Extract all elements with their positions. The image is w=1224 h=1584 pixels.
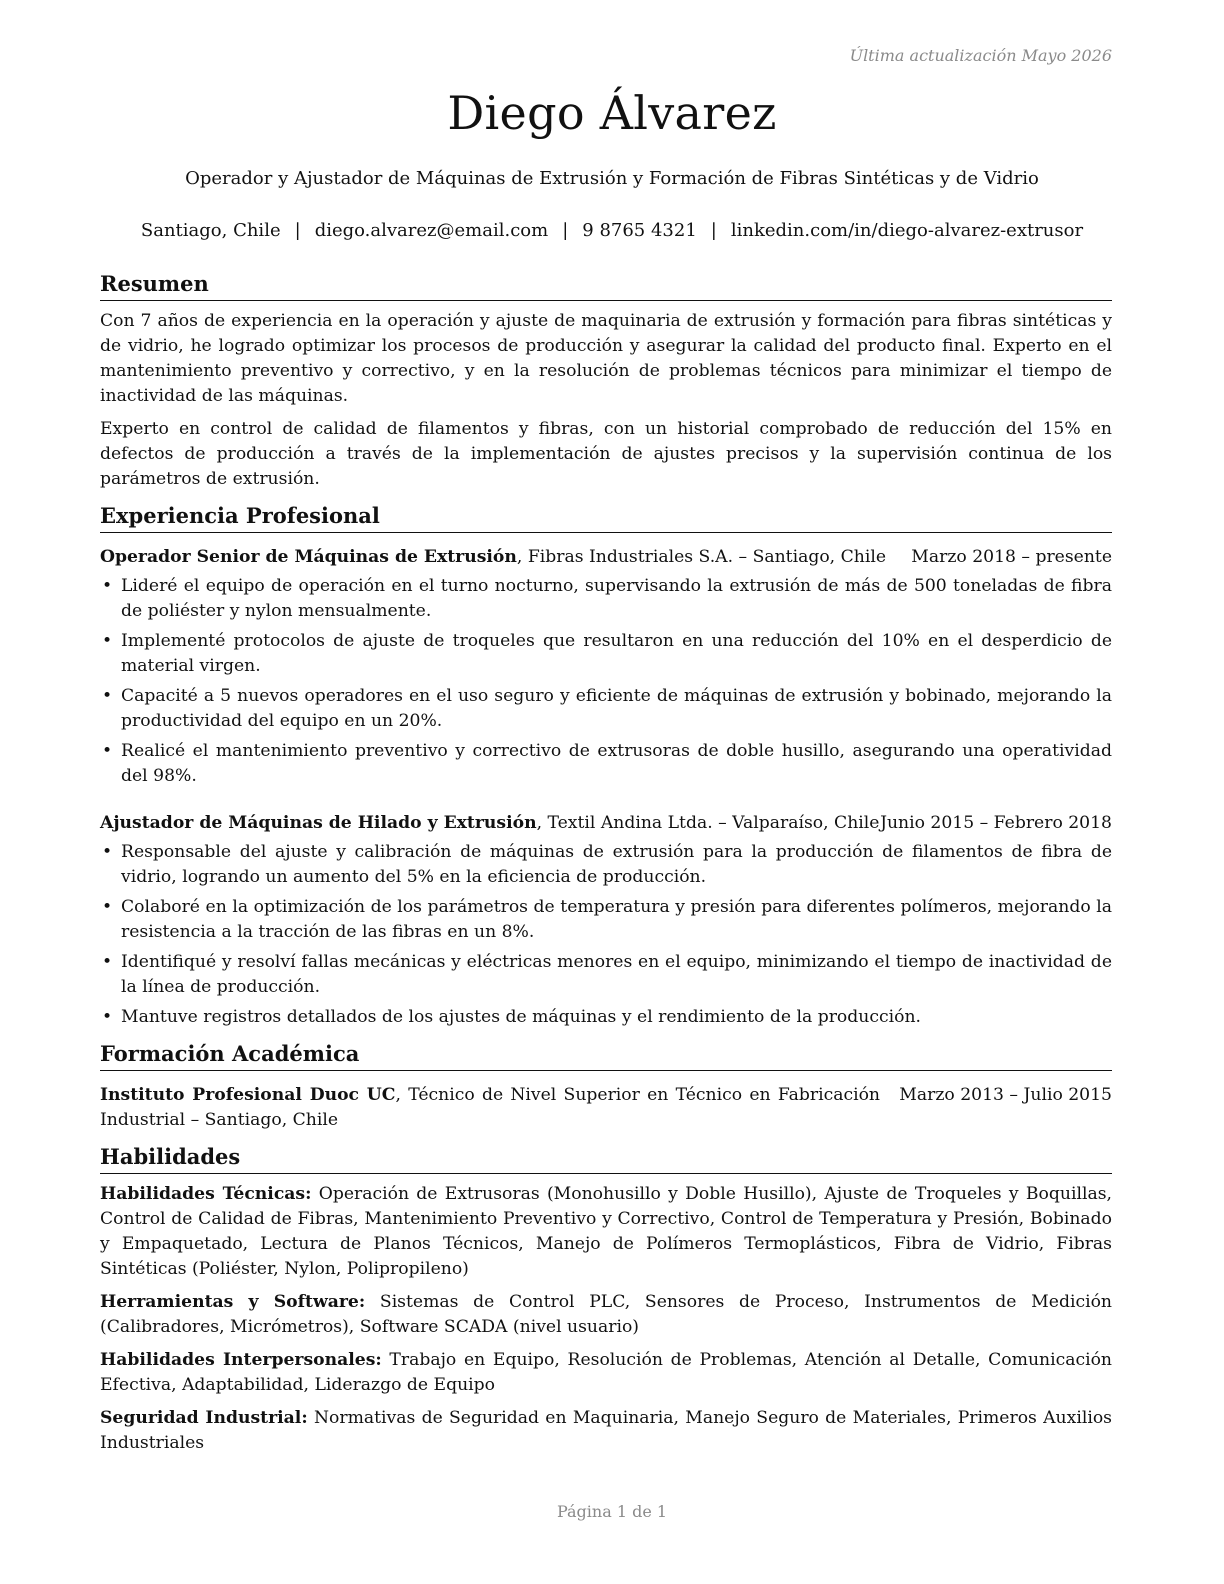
- education-institution: Instituto Profesional Duoc UC: [100, 1085, 396, 1105]
- job-bullet: • Responsable del ajuste y calibración de máquinas de extrusión para la producción de filamentos de fibra de vidrio, logrando un aumento del 5% en la eficiencia de producción.: [100, 840, 1112, 890]
- job-entry: [100, 811, 1112, 1030]
- skill-text: Trabajo en Equipo, Resolución de Problemas, Atención al Detalle, Comunicación Efectiva, Adaptabilidad, Liderazgo de Equipo: [100, 1350, 1113, 1395]
- education-text: [100, 1083, 880, 1133]
- section-title-education: Formación Académica: [100, 1040, 1112, 1071]
- skill-text: Operación de Extrusoras (Monohusillo y Doble Husillo), Ajuste de Troqueles y Boquillas, Control de Calidad de Fibras, Mantenimiento Preventivo y Correctivo, Control de Temperatura y Presión, Bobinado y Empaquetado, Lectura de Planos Técnicos, Manejo de Polímeros Termoplásticos, Fibra de Vidrio, Fibras Sintéticas (Poliéster, Nylon, Polipropileno): [100, 1184, 1112, 1279]
- job-title-line: [100, 545, 886, 570]
- job-entry: [100, 545, 1112, 789]
- education-dates: Marzo 2013 – Julio 2015: [899, 1085, 1112, 1105]
- job-role: Operador Senior de Máquinas de Extrusión: [100, 547, 517, 567]
- skill-label: Habilidades Interpersonales:: [100, 1350, 382, 1370]
- skill-group: [100, 1182, 1112, 1282]
- contact-separator: |: [562, 220, 569, 241]
- job-title-line: [100, 811, 879, 836]
- candidate-name: Diego Álvarez: [447, 86, 777, 140]
- job-bullets: [100, 840, 1112, 1030]
- last-updated: Última actualización Mayo 2026: [849, 46, 1112, 65]
- summary-section: [100, 270, 1112, 492]
- job-bullet: • Lideré el equipo de operación en el turno nocturno, supervisando la extrusión de más de 500 toneladas de fibra de poliéster y nylon mensualmente.: [100, 574, 1112, 624]
- job-dates: Marzo 2018 – presente: [911, 547, 1112, 567]
- job-bullet: • Implementé protocolos de ajuste de troqueles que resultaron en una reducción del 10% en el desperdicio de material virgen.: [100, 629, 1112, 679]
- job-role: Ajustador de Máquinas de Hilado y Extrusión: [100, 813, 537, 833]
- contact-phone: 9 8765 4321: [582, 220, 697, 241]
- job-header: [100, 811, 1112, 836]
- job-bullet: • Colaboré en la optimización de los parámetros de temperatura y presión para diferentes polímeros, mejorando la resistencia a la tracción de las fibras en un 8%.: [100, 895, 1112, 945]
- job-company: , Fibras Industriales S.A. – Santiago, Chile: [516, 547, 886, 567]
- contact-separator: |: [294, 220, 301, 241]
- resume-content: [100, 270, 1112, 1466]
- job-dates: Junio 2015 – Febrero 2018: [880, 813, 1112, 833]
- skill-text: Sistemas de Control PLC, Sensores de Proceso, Instrumentos de Medición (Calibradores, Micrómetros), Software SCADA (nivel usuario): [100, 1292, 1112, 1337]
- job-header: [100, 545, 1112, 570]
- headline: Operador y Ajustador de Máquinas de Extrusión y Formación de Fibras Sintéticas y de Vidrio: [185, 168, 1039, 189]
- skill-text: Normativas de Seguridad en Maquinaria, Manejo Seguro de Materiales, Primeros Auxilios Industriales: [100, 1408, 1112, 1453]
- contact-email[interactable]: diego.alvarez@email.com: [314, 220, 549, 241]
- contact-linkedin[interactable]: linkedin.com/in/diego-alvarez-extrusor: [730, 220, 1084, 241]
- summary-paragraph: Con 7 años de experiencia en la operación y ajuste de maquinaria de extrusión y formación para fibras sintéticas y de vidrio, he logrado optimizar los procesos de producción y asegurar la calidad del producto final. Experto en el mantenimiento preventivo y correctivo, y en la resolución de problemas técnicos para minimizar el tiempo de inactividad de las máquinas.: [100, 311, 1112, 406]
- skill-group: [100, 1406, 1112, 1456]
- skill-label: Habilidades Técnicas:: [100, 1184, 312, 1204]
- summary-paragraph: Experto en control de calidad de filamentos y fibras, con un historial comprobado de reducción del 15% en defectos de producción a través de la implementación de ajustes precisos y la supervisión continua de los parámetros de extrusión.: [100, 419, 1112, 489]
- job-bullets: [100, 574, 1112, 789]
- section-title-skills: Habilidades: [100, 1143, 1112, 1174]
- job-bullet: • Capacité a 5 nuevos operadores en el uso seguro y eficiente de máquinas de extrusión y bobinado, mejorando la productividad del equipo en un 20%.: [100, 684, 1112, 734]
- experience-section: [100, 502, 1112, 1030]
- skill-label: Seguridad Industrial:: [100, 1408, 308, 1428]
- section-title-summary: Resumen: [100, 270, 1112, 301]
- contact-line: [0, 220, 1224, 241]
- education-entry: [100, 1083, 1112, 1133]
- job-bullet: • Realicé el mantenimiento preventivo y correctivo de extrusoras de doble husillo, asegurando una operatividad del 98%.: [100, 739, 1112, 789]
- education-degree: , Técnico de Nivel Superior en Técnico en Fabricación Industrial – Santiago, Chile: [100, 1085, 880, 1130]
- job-company: , Textil Andina Ltda. – Valparaíso, Chile: [536, 813, 880, 833]
- contact-location: Santiago, Chile: [140, 220, 281, 241]
- skills-section: [100, 1143, 1112, 1456]
- skill-group: [100, 1290, 1112, 1340]
- education-section: [100, 1040, 1112, 1133]
- job-bullet: • Identifiqué y resolví fallas mecánicas y eléctricas menores en el equipo, minimizando el tiempo de inactividad de la línea de producción.: [100, 950, 1112, 1000]
- skill-label: Herramientas y Software:: [100, 1292, 366, 1312]
- section-title-experience: Experiencia Profesional: [100, 502, 1112, 533]
- skill-group: [100, 1348, 1112, 1398]
- job-bullet: • Mantuve registros detallados de los ajustes de máquinas y el rendimiento de la producción.: [100, 1005, 1112, 1030]
- page-number: Página 1 de 1: [556, 1502, 668, 1521]
- contact-separator: |: [710, 220, 717, 241]
